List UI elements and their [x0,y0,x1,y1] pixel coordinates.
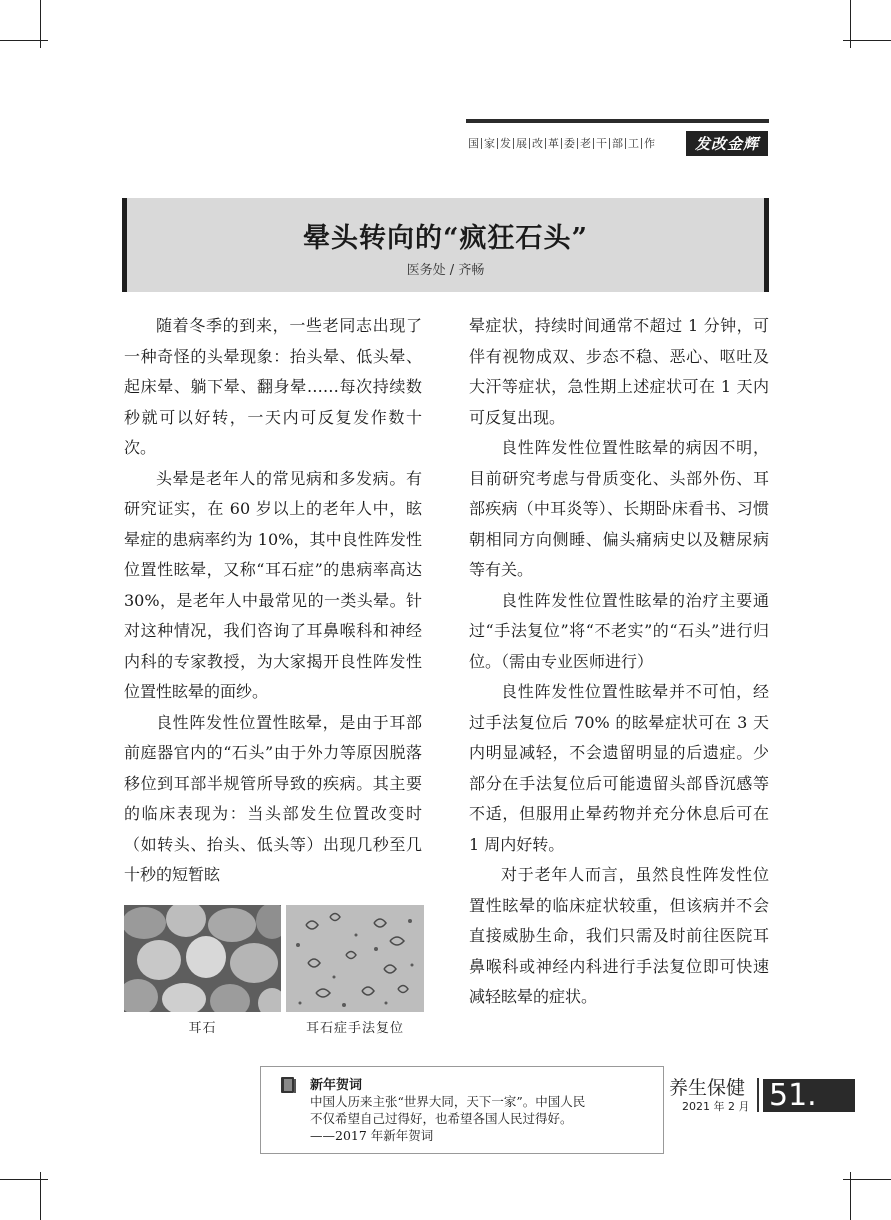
org-char: 改 [532,137,543,150]
title-block [122,198,769,292]
paragraph: 头晕是老年人的常见病和多发病。有研究证实，在 60 岁以上的老年人中，眩晕症的患病率约为 10%，其中良性阵发性位置性眩晕，又称“耳石症”的患病率高达 30%，是老年人中最常见的一类头晕。针对这种情况，我们咨询了耳鼻喉科和神经内科的专家教授，为大家揭开良性阵发性位置性眩晕的面纱。 [124,468,422,701]
org-char: 发 [500,137,511,150]
header-rule [466,119,769,123]
crop-mark-tr-h [843,40,891,41]
org-char: 作 [644,137,655,150]
column-badge: 发改金辉 [686,131,768,156]
paragraph: 随着冬季的到来，一些老同志出现了一种奇怪的头晕现象：抬头晕、低头晕、起床晕、躺下晕、翻身晕……每次持续数秒就可以好转，一天内可反复发作数十次。 [124,316,422,457]
rabbit-figures-illustration [286,905,424,1012]
quote-line: 不仅希望自己过得好，也希望各国人民过得好。 [310,1111,573,1126]
article-title: 晕头转向的“疯狂石头” [302,223,589,254]
org-char: 部 [612,137,623,150]
paragraph: 良性阵发性位置性眩晕的病因不明，目前研究考虑与骨质变化、头部外伤、耳部疾病（中耳炎等）、长期卧床看书、习惯朝相同方向侧睡、偏头痛病史以及糖尿病等有关。 [469,438,769,579]
crop-mark-bl-h [0,1179,48,1180]
org-char: 干 [596,137,607,150]
paragraph-continued: 晕症状，持续时间通常不超过 1 分钟，可伴有视物成双、步态不稳、恶心、呕吐及大汗等症状，急性期上述症状可在 1 天内可反复出现。 [469,316,769,427]
figure-caption-otolith: 耳石 [188,1021,217,1036]
quote-title: 新年贺词 [310,1078,363,1093]
magazine-name: 养生保健 [669,1077,746,1099]
paragraph: 良性阵发性位置性眩晕，是由于耳部前庭器官内的“石头”由于外力等原因脱落移位到耳部半规管所导致的疾病。其主要的临床表现为：当头部发生位置改变时（如转头、抬头、低头等）出现几秒至几十秒的短暂眩 [124,712,422,884]
issue-date: 2021 年 2 月 [682,1100,750,1113]
org-char: 国 [468,137,479,150]
page-number: 51. [763,1079,855,1112]
org-char: 工 [628,137,639,150]
body-column-right [469,311,769,1013]
org-char: 老 [580,137,591,150]
figure-caption-repositioning: 耳石症手法复位 [305,1021,404,1036]
org-char: 委 [564,137,575,150]
quote-box [260,1066,664,1154]
org-char: 革 [548,137,559,150]
crop-mark-tl-h [0,40,48,41]
paragraph: 良性阵发性位置性眩晕的治疗主要通过“手法复位”将“不老实”的“石头”进行归位。（需由专业医师进行） [469,590,769,671]
quote-line: ——2017 年新年贺词 [310,1128,434,1143]
org-char: 家 [484,137,495,150]
quote-text [310,1093,658,1144]
article-author: 医务处 / 齐畅 [406,263,485,278]
paragraph: 对于老年人而言，虽然良性阵发性位置性眩晕的临床症状较重，但该病并不会直接威胁生命，我们只需及时前往医院耳鼻喉科或神经内科进行手法复位即可快速减轻眩晕的症状。 [469,865,769,1006]
book-icon [280,1076,297,1094]
footer-divider [757,1078,759,1112]
header-org [466,134,657,152]
paragraph: 良性阵发性位置性眩晕并不可怕，经过手法复位后 70% 的眩晕症状可在 3 天内明显减轻，不会遗留明显的后遗症。少部分在手法复位后可能遗留头部昏沉感等不适，但服用止晕药物并充分休息后可在 1 周内好转。 [469,682,769,854]
repositioning-illustration [286,905,424,1012]
otolith-crystals-illustration [124,905,281,1012]
org-char: 展 [516,137,527,150]
body-column-left [124,311,422,899]
crop-mark-br-h [843,1179,891,1180]
otolith-photo [124,905,281,1012]
quote-line: 中国人历来主张“世界大同，天下一家”。中国人民 [310,1094,586,1109]
